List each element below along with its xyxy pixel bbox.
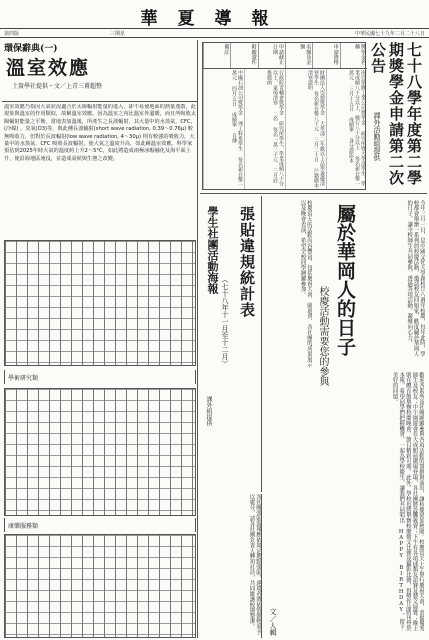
article-author: 文／人輯: [269, 608, 277, 636]
table-row: 南亞塑膠工業公司獎學金 研究所暨大學部學生，學業成績八十分以上，操行八十分以上 每名新台幣一萬元 三月十五日 成績單 身分證影本: [326, 69, 367, 189]
notice-table-body: [203, 69, 367, 189]
issue-date: 中華民國七十九年二月二十八日: [354, 31, 425, 37]
poster-stats-reporter: 課外組提供: [205, 396, 212, 426]
article-subtitle: 校慶活動需要您的參與: [317, 286, 328, 386]
club-grid-table: [4, 388, 196, 516]
table-row: 財團法人崇德獎學金 大學部二年級以上品學兼優清寒學生 每名新台幣八千元 三月二十日 戶籍謄本 清寒證明: [285, 69, 326, 189]
scholarship-notice: [200, 40, 427, 194]
poster-stats-title: 張貼違規統計表: [238, 206, 256, 318]
notice-subtitle: 課外活動組提供: [373, 112, 381, 161]
poster-stats-period: （七十八年十一月至十二月）: [221, 276, 229, 367]
grid-caption-service: 康樂服務類: [4, 518, 196, 532]
table-header: 申請資格: [312, 43, 339, 68]
science-header: [2, 40, 198, 102]
article-body-left: 校慶當天的活動內容豐富，包括慶祝大會、園遊會、各社團的成果展示以及晚會表演，希望全校同學踴躍參加。: [299, 200, 312, 368]
masthead-title: 華夏導報: [140, 9, 289, 29]
science-body: 溫室效應乃指因大氣狀況適合於太陽輻射能量的進入，卻不易使地面的熱量逸散，此現象與溫室的作用類似，故稱溫室效應。因為溫室之內比溫室外溫暖，而且所吸收太陽輻射能量之平衡，當地表加溫後，所產生之長波輻射，其大量中的水蒸氣，CFC，(冷媒) ，臭氧(O3)等，與此種長波輻射(short wave radiation, 0.39～0.76μ) 較無吸收力，但對於長波輻射(low wave radiation, 4～30μ) 則有較強的吸收力，大量中的水蒸氣、CFC 吸收長波輻射，使大氣之溫度升高，如此稱溫室效應。科學家預估到2025年時大氣的溫度約上升2～5°C，如此將造成兩極冰帽融化及海平面上升，使沿海地區淹沒，並造成氣候與生態之改變。: [4, 104, 196, 162]
table-row: 中國石油公司獎學金 理工科系學生 每名新台幣一萬元 四月五日 成績單 自傳: [203, 69, 244, 189]
notice-table-headers: [203, 43, 367, 69]
table-header: 備註: [203, 43, 230, 68]
article-body-right: 今年三月一日，是中國文化大學創校廿八週年校慶，每年此時，學校都會舉辦一系列的校慶活動，邀請校友回娘家，歡度屬於華岡人的日子，讓全校師生共同參與，透過各項活動，凝聚向心力。: [406, 200, 425, 357]
issue-page: 第四版: [4, 31, 20, 37]
club-grid-table: [4, 534, 196, 638]
science-column: [2, 40, 198, 638]
club-grid-table: [4, 240, 196, 366]
poster-stats-section: [200, 196, 262, 492]
issue-number: 三期星: [110, 31, 126, 37]
article-title: 屬於華岡人的日子: [334, 204, 356, 356]
notice-table: [202, 42, 366, 190]
grid-caption-academic: 學術研究類: [4, 370, 196, 384]
table-header: 獎學金名稱: [340, 43, 367, 68]
science-byline: 土資學社提供・文／上青三甫超整: [12, 83, 103, 90]
table-row: 行政院青輔會獎學金 研究所學生，學業成績八十分以上，家境清寒 二名 每名一萬二千元 三月底 推薦函: [244, 69, 285, 189]
science-title: 溫室效應: [6, 57, 91, 79]
notice-title: 七十八學年度第二學期獎學金申請第二次公告: [369, 42, 423, 186]
issue-line: [0, 28, 429, 38]
table-header: 名額及金額: [285, 43, 312, 68]
poster-stats-org: 學生社團活動海報: [206, 206, 219, 294]
article-body-bottom: 歡迎各系所及社團踴躍參與各項活動的籌劃與演出，讓校慶更加熱鬧。校慶當天上午舉行慶祝大會，表揚優秀師生及校友；中午園遊會在大成館前廣場登場，各社團將設攤義賣；下午有各項球類友誼賽及藝文展覽；晚上則在體育館舉辦校慶晚會，節目精彩可期。此外，學校也將舉辦校慶徵文比賽及攝影比賽，得獎作品將刊登於本報，希望同學們把握機會，一起為學校慶生，讓我們共同唱出 HAPPY BIRTHDAY，留下美好的回憶。: [391, 372, 424, 632]
masthead: [0, 0, 429, 36]
poster-rules-text: 各社團張貼海報應依規定地點張貼，違規者將依情節輕重予以處分，請各社團負責人轉知社員，共同維護校園整潔。: [200, 494, 262, 638]
table-header: 附繳證件: [230, 43, 257, 68]
anniversary-article: [264, 196, 427, 638]
science-series: 環保辭典(一): [4, 44, 58, 54]
table-header: 申請截止日期: [258, 43, 285, 68]
